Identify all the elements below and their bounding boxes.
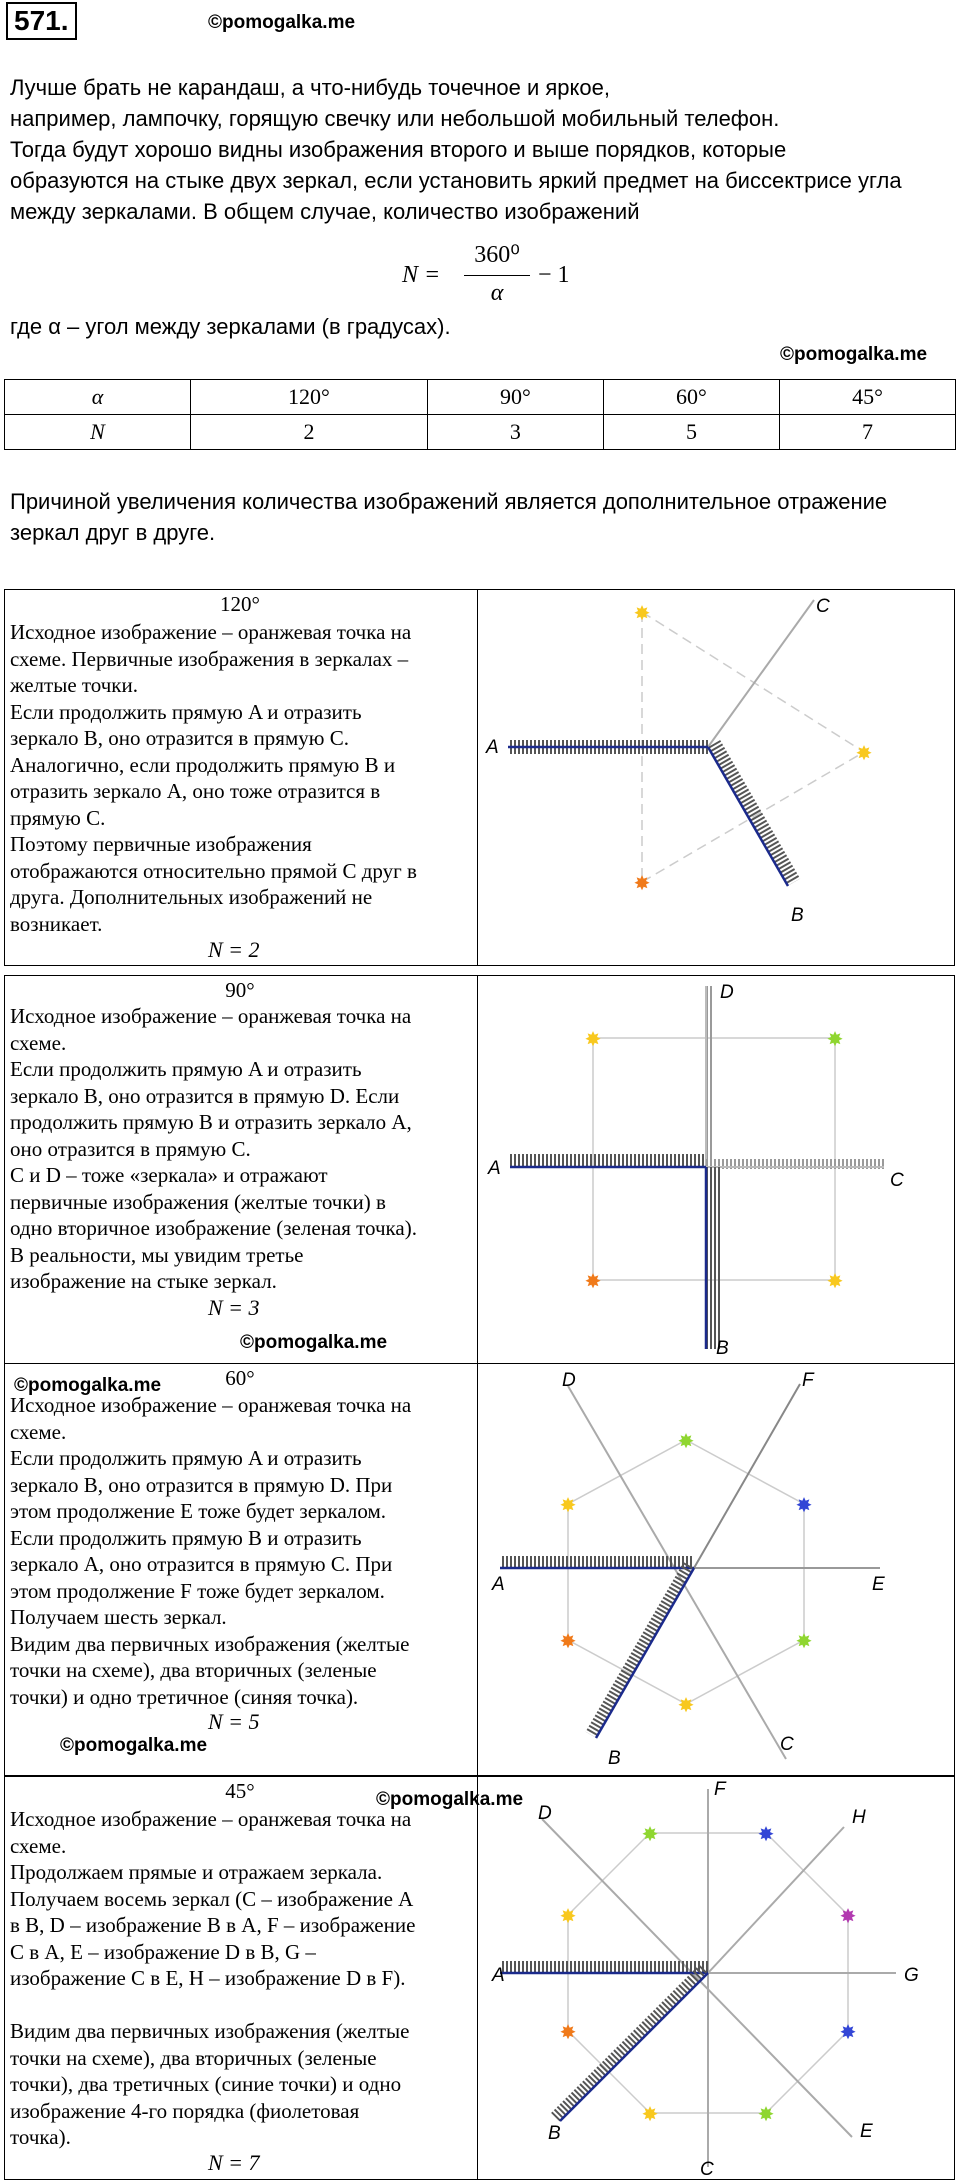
section-line: Исходное изображение – оранжевая точка на — [10, 1004, 412, 1028]
angle-heading: 45° — [225, 1779, 255, 1803]
label-d: D — [720, 982, 734, 1003]
star-icon: ✸ — [559, 1906, 577, 1928]
table-cell: 2 — [191, 415, 428, 450]
section-line: точки на схеме), два вторичных (зеленые — [10, 2045, 377, 2070]
angle-heading: 120° — [220, 592, 260, 616]
diagram-90 — [478, 976, 954, 1363]
label-b: B — [791, 905, 804, 926]
mirror-b — [708, 747, 788, 886]
star-icon: ✸ — [677, 1695, 695, 1717]
star-icon: ✸ — [757, 2104, 775, 2126]
table-cell: 45° — [779, 380, 955, 415]
section-line: зеркало B, оно отразится в прямую D. Если — [10, 1083, 400, 1108]
section-line: друга. Дополнительных изображений не — [10, 885, 373, 909]
watermark: ©pomogalka.me — [376, 1789, 524, 1810]
angle-count-table — [4, 379, 956, 450]
label-a: A — [486, 737, 499, 758]
star-icon: ✸ — [633, 873, 651, 895]
star-icon: ✸ — [826, 1271, 844, 1293]
mirror-b-hatch — [706, 1167, 720, 1349]
star-icon: ✸ — [757, 1824, 775, 1846]
label-a: A — [492, 1574, 505, 1595]
problem-number: 571. — [6, 2, 77, 40]
star-icon: ✸ — [559, 2022, 577, 2044]
table-cell: 5 — [603, 415, 779, 450]
section-line: Получаем восемь зеркал (C – изображение A — [10, 1886, 414, 1911]
mirror-a-hatch — [500, 1961, 708, 1973]
star-icon: ✸ — [839, 1906, 857, 1928]
section-line: схеме. — [10, 1833, 67, 1858]
section-line: одно вторичное изображение (зеленая точка). — [10, 1216, 417, 1240]
diagram-120 — [478, 590, 954, 965]
section-line: Видим два первичных изображения (желтые — [10, 2019, 410, 2043]
label-c: C — [700, 2159, 714, 2179]
section-line: схеме. — [10, 1030, 67, 1055]
star-icon: ✸ — [826, 1029, 844, 1051]
n-result: N = 5 — [208, 1709, 260, 1734]
section-line: Исходное изображение – оранжевая точка на — [10, 620, 412, 644]
formula-numerator: 360⁰ — [474, 242, 520, 268]
section-line: Поэтому первичные изображения — [10, 832, 312, 856]
section-text — [10, 1003, 417, 1295]
angle-heading: 60° — [225, 1366, 255, 1390]
line-f — [694, 1384, 800, 1568]
star-icon: ✸ — [677, 1431, 695, 1453]
label-a: A — [488, 1158, 501, 1179]
section-text — [10, 1806, 415, 2151]
line-h — [708, 1827, 844, 1973]
section-line: изображение на стыке зеркал. — [10, 1269, 277, 1293]
label-c: C — [780, 1734, 794, 1755]
label-e: E — [872, 1574, 885, 1595]
star-icon: ✸ — [559, 1631, 577, 1653]
section-line: схеме. — [10, 1419, 67, 1444]
star-icon: ✸ — [641, 1824, 659, 1846]
formula-denominator: α — [490, 280, 504, 306]
label-g: G — [904, 1965, 919, 1986]
section-line: Продолжаем прямые и отражаем зеркала. — [10, 1860, 383, 1884]
table-cell: 90° — [427, 380, 603, 415]
n-result: N = 7 — [208, 2150, 260, 2175]
mirror-b-hatch — [708, 740, 800, 886]
section-line: возникает. — [10, 911, 103, 936]
section-line: Если продолжить прямую B и отразить — [10, 1525, 362, 1550]
diagram-60 — [478, 1364, 954, 1775]
watermark: ©pomogalka.me — [780, 344, 928, 365]
label-c: C — [816, 596, 830, 617]
label-b: B — [716, 1338, 729, 1359]
section-line: изображение 4-го порядка (фиолетовая — [10, 2098, 360, 2123]
label-d: D — [538, 1803, 552, 1824]
section-line: Если продолжить прямую A и отразить — [10, 1057, 362, 1081]
section-line-spacer — [10, 1992, 415, 2019]
section-line: точки), два третичных (синие точки) и одно — [10, 2072, 402, 2096]
section-line: точки на схеме), два вторичных (зеленые — [10, 1658, 377, 1682]
intro-text — [10, 72, 902, 227]
line-c — [708, 600, 814, 747]
section-line: точки) и одно третичное (синяя точка). — [10, 1684, 359, 1709]
watermark: ©pomogalka.me — [14, 1375, 162, 1396]
label-b: B — [548, 2123, 561, 2144]
section-line: отразить зеркало A, оно тоже отразится в — [10, 779, 381, 803]
mirror-a-hatch — [500, 1556, 694, 1568]
section-line: C и D – тоже «зеркала» и отражают — [10, 1163, 328, 1187]
reason-text — [10, 486, 887, 548]
star-icon: ✸ — [559, 1495, 577, 1517]
section-line: В реальности, мы увидим третье — [10, 1242, 304, 1267]
table-cell: N — [5, 415, 191, 450]
reason-line: Причиной увеличения количества изображений является дополнительное отражение — [10, 489, 888, 514]
section-line: Получаем шесть зеркал. — [10, 1605, 227, 1629]
section-line: продолжить прямую B и отразить зеркало A, — [10, 1110, 412, 1134]
section-line: отображаются относительно прямой C друг в — [10, 858, 417, 883]
mirror-b — [560, 1973, 708, 2121]
label-f: F — [714, 1779, 726, 1800]
section-line: зеркало B, оно отразится в прямую C. — [10, 726, 349, 750]
star-icon: ✸ — [633, 603, 651, 625]
star-icon: ✸ — [641, 2104, 659, 2126]
diagram-45 — [478, 1777, 954, 2179]
star-icon: ✸ — [795, 1631, 813, 1653]
star-icon: ✸ — [795, 1495, 813, 1517]
section-line: зеркало B, оно отразится в прямую D. При — [10, 1472, 393, 1497]
section-line: прямую C. — [10, 805, 106, 830]
where-line: где α – угол между зеркалами (в градусах). — [10, 314, 451, 339]
formula-lhs: N = — [402, 262, 441, 288]
table-cell: α — [5, 380, 191, 415]
table-cell: 120° — [191, 380, 428, 415]
watermark: ©pomogalka.me — [240, 1332, 388, 1353]
section-line: в B, D – изображение B в A, F – изображение — [10, 1913, 416, 1937]
formula-rhs: − 1 — [538, 262, 570, 288]
angle-heading: 90° — [225, 978, 255, 1002]
section-line: Исходное изображение – оранжевая точка на — [10, 1807, 412, 1831]
star-icon: ✸ — [839, 2022, 857, 2044]
intro-line: Тогда будут хорошо видны изображения второго и выше порядков, которые — [10, 137, 787, 162]
section-text — [10, 619, 417, 937]
construction-line — [642, 612, 864, 752]
section-line: зеркало A, оно отразится в прямую C. При — [10, 1552, 393, 1576]
section-line: этом продолжение E тоже будет зеркалом. — [10, 1499, 387, 1523]
section-line: точка). — [10, 2125, 71, 2149]
label-e: E — [860, 2121, 873, 2142]
section-line: C в A, E – изображение D в B, G – — [10, 1939, 316, 1964]
table-cell: 7 — [779, 415, 955, 450]
section-text — [10, 1392, 411, 1710]
label-b: B — [608, 1748, 621, 1769]
star-icon: ✸ — [584, 1271, 602, 1293]
star-icon: ✸ — [584, 1029, 602, 1051]
table-row — [5, 415, 956, 450]
section-line: желтые точки. — [10, 673, 138, 697]
intro-line: образуются на стыке двух зеркал, если установить яркий предмет на биссектрисе угла — [10, 168, 902, 193]
section-line: Аналогично, если продолжить прямую B и — [10, 752, 396, 777]
intro-line: Лучше брать не карандаш, а что-нибудь точечное и яркое, — [10, 75, 610, 100]
intro-line: например, лампочку, горящую свечку или небольшой мобильный телефон. — [10, 106, 780, 131]
label-c: C — [890, 1170, 904, 1191]
section-line: Исходное изображение – оранжевая точка на — [10, 1393, 412, 1417]
label-a: A — [492, 1965, 505, 1986]
reason-line: зеркал друг в друге. — [10, 520, 216, 545]
label-f: F — [802, 1370, 814, 1391]
section-line: схеме. Первичные изображения в зеркалах – — [10, 646, 409, 671]
table-cell: 60° — [603, 380, 779, 415]
intro-line: между зеркалами. В общем случае, количество изображений — [10, 199, 640, 224]
label-h: H — [852, 1807, 866, 1828]
fraction-bar — [464, 275, 530, 276]
n-result: N = 3 — [208, 1295, 260, 1320]
watermark: ©pomogalka.me — [60, 1735, 208, 1756]
star-icon: ✸ — [855, 743, 873, 765]
section-line: Видим два первичных изображения (желтые — [10, 1631, 410, 1656]
table-cell: 3 — [427, 415, 603, 450]
section-line: Если продолжить прямую A и отразить — [10, 699, 362, 724]
section-line: первичные изображения (желтые точки) в — [10, 1189, 386, 1214]
watermark: ©pomogalka.me — [208, 12, 356, 33]
table-row — [5, 380, 956, 415]
section-line: этом продолжение F тоже будет зеркалом. — [10, 1578, 385, 1603]
section-line: изображение C в E, H – изображение D в F). — [10, 1966, 406, 1990]
label-d: D — [562, 1370, 576, 1391]
section-line: оно отразится в прямую C. — [10, 1136, 251, 1161]
section-line: Если продолжить прямую A и отразить — [10, 1446, 362, 1470]
n-result: N = 2 — [208, 937, 260, 962]
